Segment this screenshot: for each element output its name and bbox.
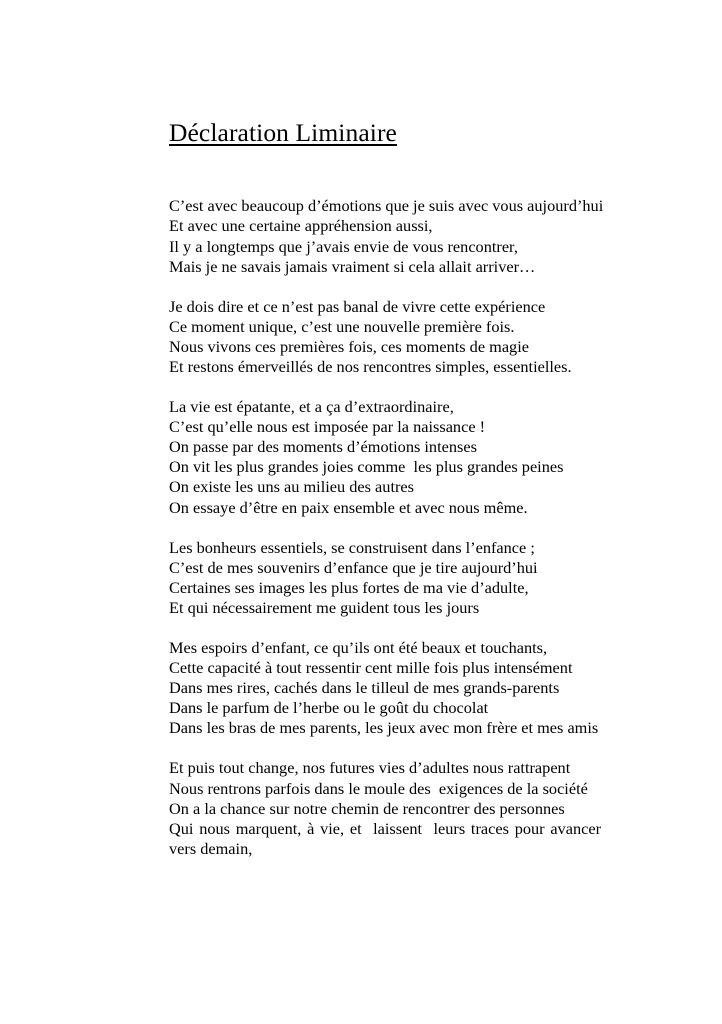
poem-line: Et avec une certaine appréhension aussi, [169,216,433,236]
poem-line: On vit les plus grandes joies comme les plus grandes peines [169,457,564,477]
poem-line: Dans le parfum de l’herbe ou le goût du chocolat [169,698,489,718]
poem-line: On a la chance sur notre chemin de rencontrer des personnes [169,798,565,818]
poem-line: Il y a longtemps que j’avais envie de vous rencontrer, [169,236,518,256]
poem-line: On existe les uns au milieu des autres [169,477,414,497]
poem-line: Mes espoirs d’enfant, ce qu’ils ont été beaux et touchants, [169,638,548,657]
page-title: Déclaration Liminaire [169,118,397,147]
poem-line: C’est avec beaucoup d’émotions que je suis avec vous aujourd’hui [169,196,604,216]
poem-stanza [169,538,629,618]
poem-line: On passe par des moments d’émotions intenses [169,437,477,457]
document-body [169,118,606,879]
poem-line: La vie est épatante, et a ça d’extraordinaire, [169,397,454,417]
poem-stanza [169,196,629,276]
poem-line: Dans mes rires, cachés dans le tilleul de mes grands-parents [169,678,560,698]
poem-line: Les bonheurs essentiels, se construisent dans l’enfance ; [169,537,535,557]
poem-line: On essaye d’être en paix ensemble et avec nous même. [169,497,528,517]
poem-line: Et qui nécessairement me guident tous les jours [169,597,480,617]
poem-line: C’est qu’elle nous est imposée par la naissance ! [169,417,486,437]
poem-line: Certaines ses images les plus fortes de ma vie d’adulte, [169,577,529,597]
poem-stanza [169,758,606,858]
poem-line: Mais je ne savais jamais vraiment si cela allait arriver… [169,256,536,276]
poem-line: C’est de mes souvenirs d’enfance que je tire aujourd’hui [169,557,538,577]
poem-stanza [169,297,629,377]
poem-line: Dans les bras de mes parents, les jeux avec mon frère et mes amis [169,718,599,738]
poem-line: Cette capacité à tout ressentir cent mille fois plus intensément [169,658,573,678]
poem-stanza [169,638,629,738]
poem-line: Et puis tout change, nos futures vies d’adultes nous rattrapent [169,758,571,778]
poem-line: Je dois dire et ce n’est pas banal de vivre cette expérience [169,296,546,316]
poem-container [169,196,606,859]
title-row [169,118,601,147]
poem-stanza [169,397,629,518]
poem-line: Nous vivons ces premières fois, ces moments de magie [169,336,529,356]
poem-line: Nous rentrons parfois dans le moule des exigences de la société [169,778,588,798]
poem-line: Et restons émerveillés de nos rencontres simples, essentielles. [169,356,572,376]
poem-line: Ce moment unique, c’est une nouvelle première fois. [169,316,515,336]
poem-line: Qui nous marquent, à vie, et laissent leurs traces pour avancer vers demain, [169,818,606,858]
